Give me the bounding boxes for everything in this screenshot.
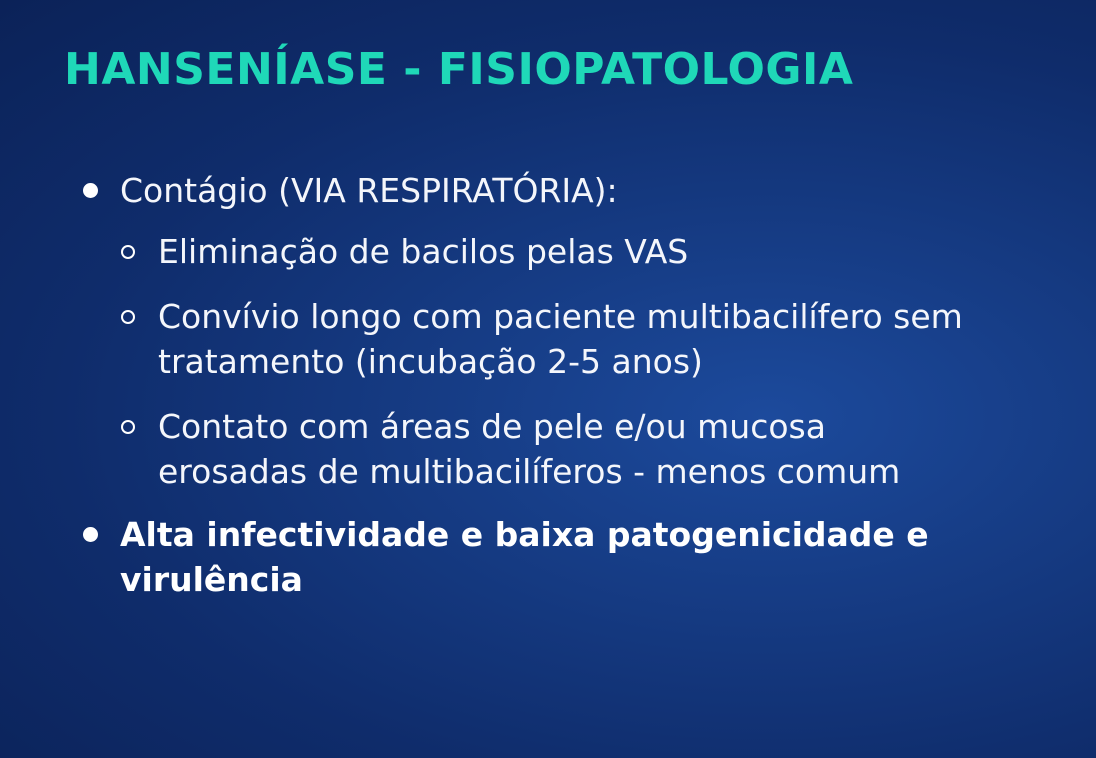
bullet-circle-icon: [121, 420, 135, 434]
sub-bullet-item-convivio: [80, 294, 978, 384]
bullet-disc-icon: [83, 527, 98, 542]
bullet-circle-icon: [121, 310, 135, 324]
sub-bullet-text: Eliminação de bacilos pelas VAS: [158, 232, 689, 271]
bullet-disc-icon: [83, 183, 98, 198]
bullet-list: [80, 168, 980, 602]
slide-title: HANSENÍASE - FISIOPATOLOGIA: [64, 44, 854, 95]
bullet-text: Contágio (VIA RESPIRATÓRIA):: [120, 171, 618, 210]
bullet-text: Alta infectividade e baixa patogenicidade e virulência: [120, 515, 929, 599]
sub-bullet-item-contato: [80, 404, 918, 494]
sub-bullet-item-eliminacao: [80, 229, 980, 274]
sub-bullet-text: Convívio longo com paciente multibacilífero sem tratamento (incubação 2-5 anos): [158, 297, 963, 381]
bullet-item-contagio: [80, 168, 980, 213]
bullet-item-infectividade: [80, 512, 940, 602]
bullet-circle-icon: [121, 245, 135, 259]
sub-bullet-text: Contato com áreas de pele e/ou mucosa erosadas de multibacilíferos - menos comum: [158, 407, 901, 491]
